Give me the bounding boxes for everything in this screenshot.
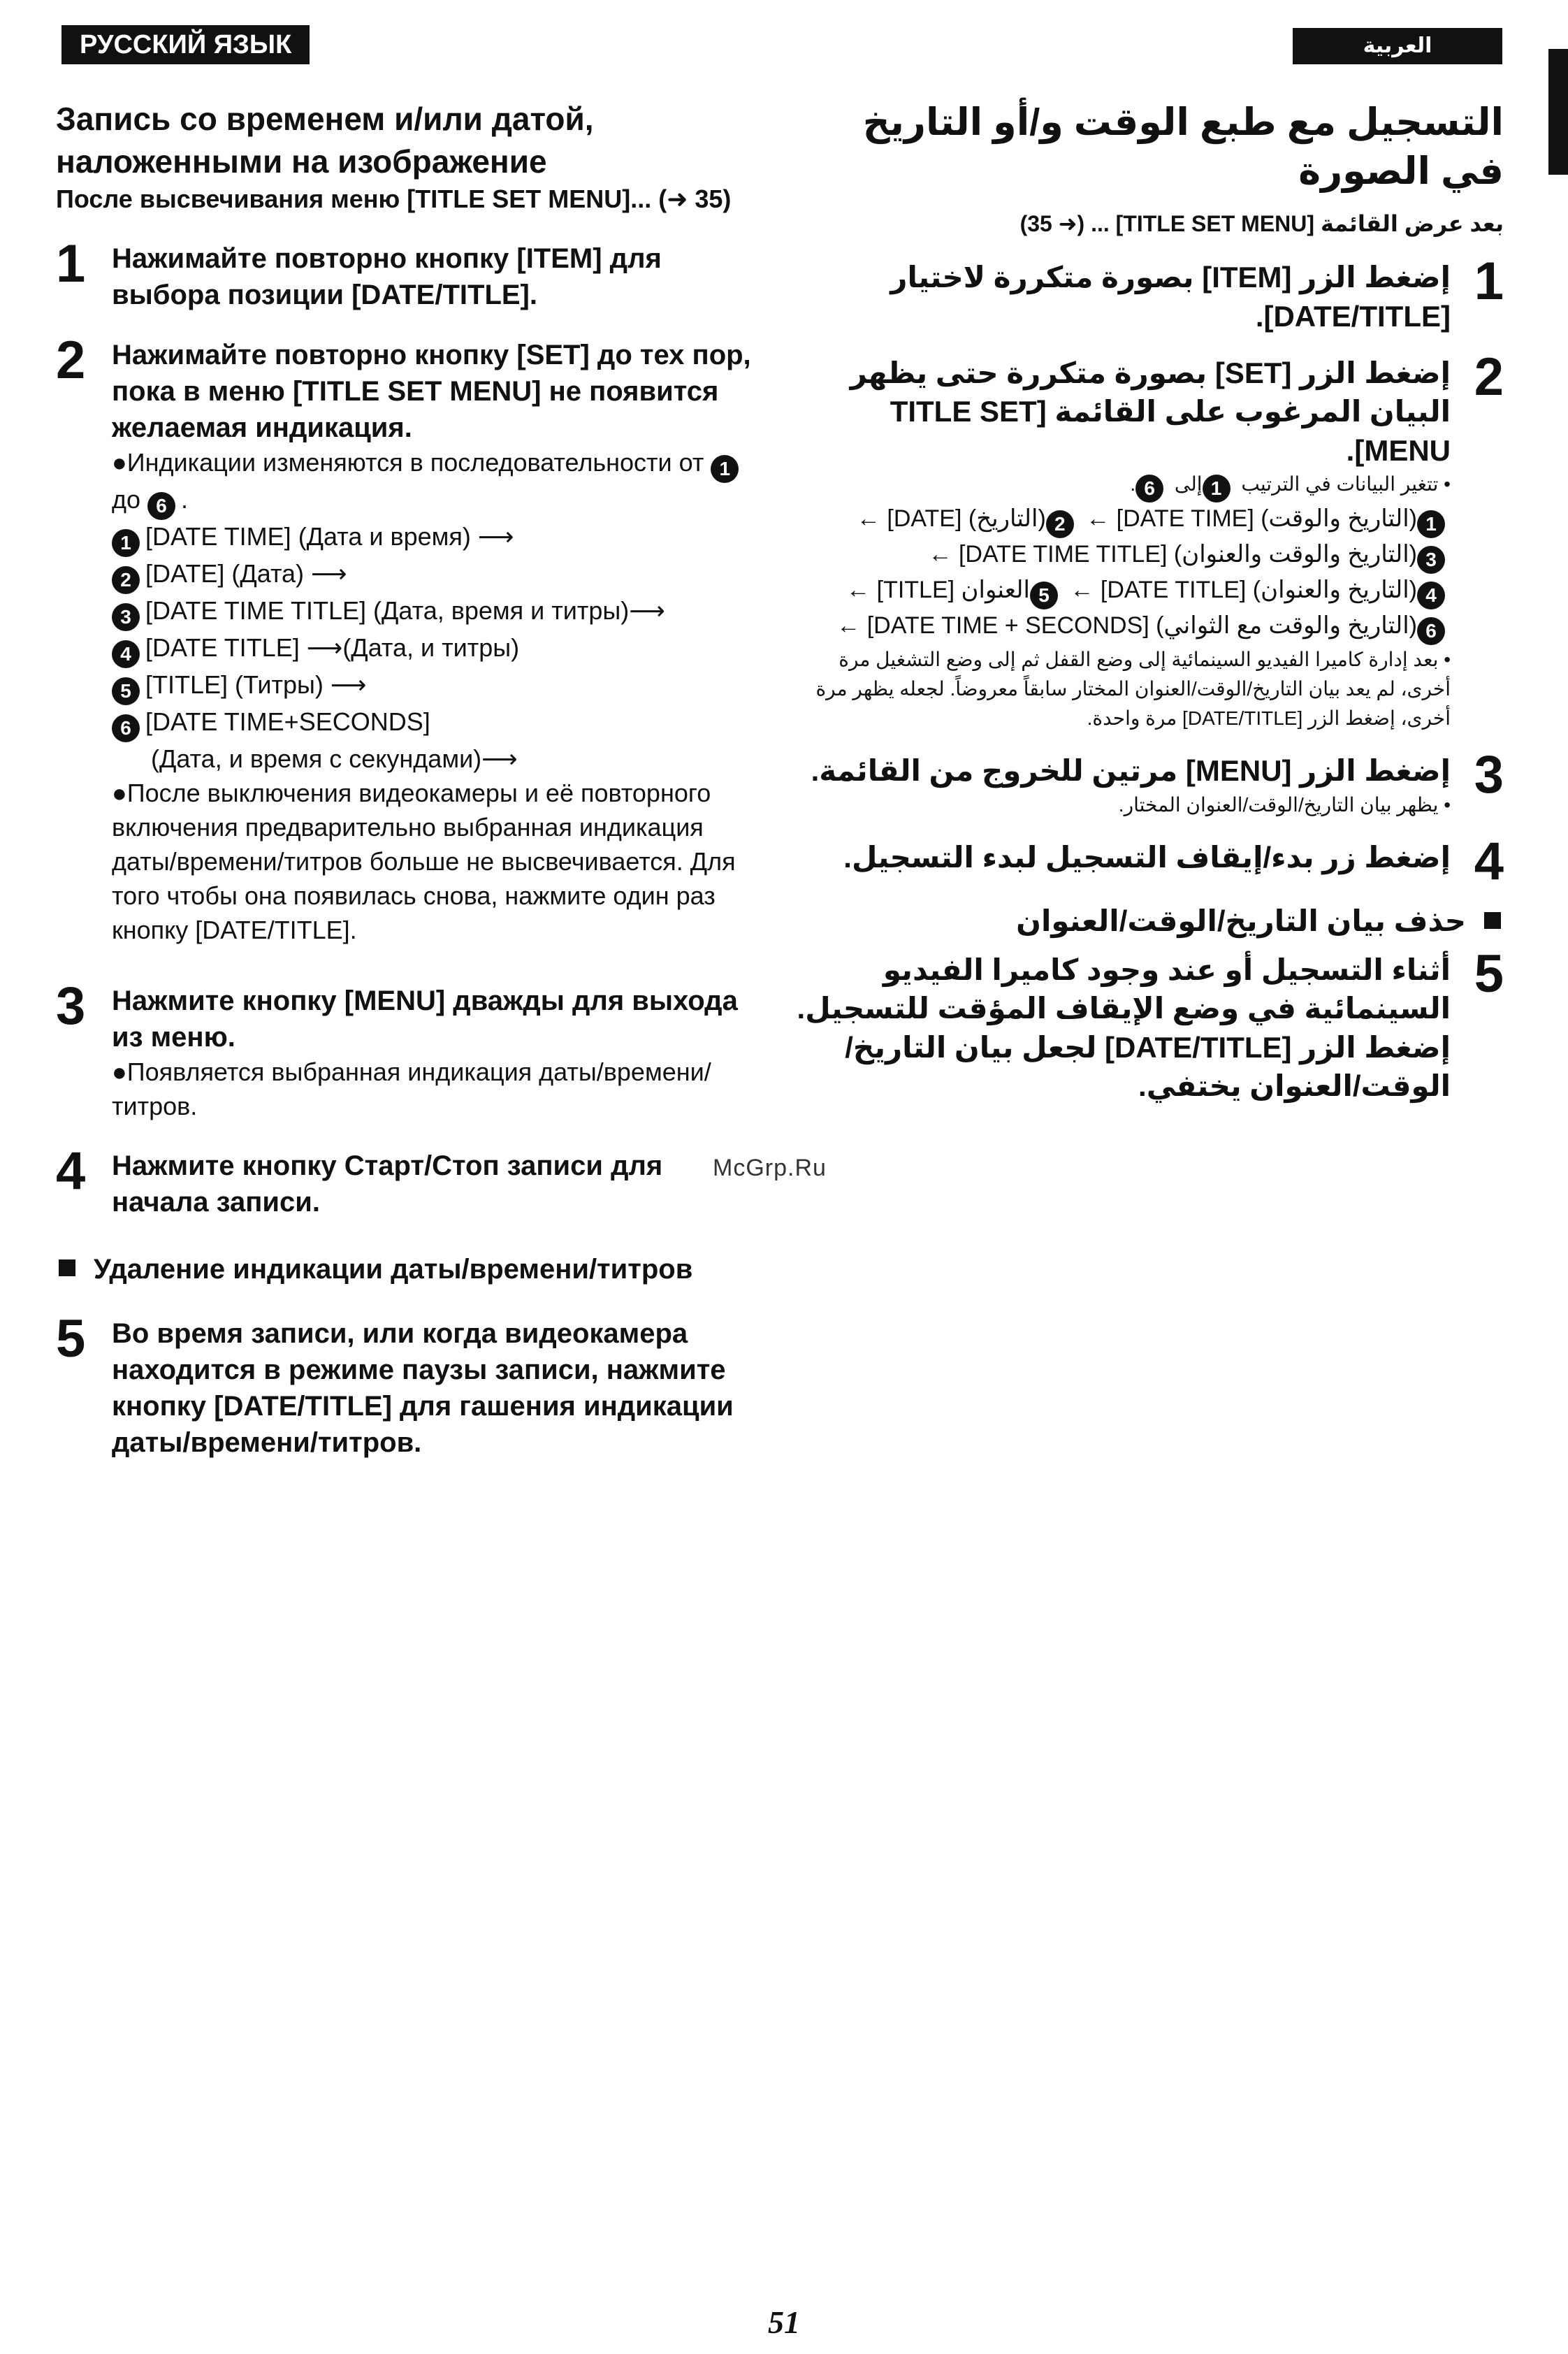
arabic-step-5 (791, 944, 1504, 1106)
step-number: 3 (56, 976, 86, 1037)
list-item: 4 [DATE TITLE] ⟶(Дата, и титры) (112, 631, 755, 668)
arabic-subtitle: بعد عرض القائمة [TITLE SET MENU] ... (➜ 35) (1019, 211, 1504, 237)
arabic-title: التسجيل مع طبع الوقت و/أو التاريخ في الصورة (862, 101, 1504, 193)
step-text: Нажимайте повторно кнопку [SET] до тех пор, пока в меню [TITLE SET MENU] не появится желаемая индикация. (112, 340, 751, 444)
step-text: إضغط زر بدء/إيقاف التسجيل لبدء التسجيل. (843, 840, 1451, 874)
russian-title: Запись со временем и/или датой, наложенными на изображение (56, 101, 594, 180)
language-tag-russian: РУССКИЙ ЯЗЫК (61, 25, 310, 64)
list-item: 6 [DATE TIME+SECONDS] (112, 705, 755, 742)
step-note: ●Появляется выбранная индикация даты/времени/титров. (112, 1057, 711, 1121)
step-text: إضغط الزر [MENU] مرتين للخروج من القائمة. (811, 754, 1451, 788)
circled-number-icon: 6 (1417, 617, 1445, 645)
step-text: Нажмите кнопку Старт/Стоп записи для начала записи. (112, 1150, 663, 1218)
circled-number-icon: 5 (112, 677, 140, 705)
circled-number-icon: 1 (112, 529, 140, 557)
circled-number-6-icon: 6 (1135, 475, 1163, 503)
step-note: • بعد إدارة كاميرا الفيديو السينمائية إلى وضع القفل ثم إلى وضع التشغيل مرة أخرى، لم يعد بيان التاريخ/الوقت/العنوان المختار سابقاً معروضاً. لجعله يظهر مرة أخرى، إضغط الزر [DATE/TITLE] مرة واحدة. (815, 649, 1451, 730)
russian-step-2 (56, 331, 755, 948)
step-note: ●После выключения видеокамеры и её повторного включения предварительно выбранная индикация даты/времени/титров больше не высвечивается. Для того чтобы она появилась снова, нажмите один раз кнопку [DATE/TITLE]. (112, 779, 736, 945)
step-text: إضغط الزر [ITEM] بصورة متكررة لاختيار [DATE/TITLE]. (890, 261, 1451, 333)
list-item: 1 [DATE TIME] (Дата и время) ⟶ (112, 520, 755, 557)
step-number: 1 (56, 234, 86, 294)
step-note: • يظهر بيان التاريخ/الوقت/العنوان المختار. (1118, 793, 1451, 816)
list-item: 6(التاريخ والوقت مع الثواني) [DATE TIME + SECONDS] ← (791, 609, 1451, 645)
step-text: Во время записи, или когда видеокамера находится в режиме паузы записи, нажмите кнопку [DATE/TITLE] для гашения индикации даты/времени/титров. (112, 1318, 734, 1459)
step-number: 2 (56, 331, 86, 391)
circled-number-1-icon: 1 (1203, 475, 1231, 503)
step-text: Нажмите кнопку [MENU] дважды для выхода из меню. (112, 985, 738, 1053)
square-bullet-icon (59, 1259, 75, 1276)
arabic-step-2 (791, 347, 1504, 733)
page-number: 51 (768, 2304, 800, 2340)
russian-subtitle: После высвечивания меню [TITLE SET MENU]... (➜ 35) (56, 185, 732, 214)
circled-number-icon: 4 (112, 640, 140, 668)
circled-number-icon: 4 (1417, 582, 1445, 609)
circled-number-6-icon: 6 (147, 492, 175, 520)
square-bullet-icon (1484, 912, 1501, 929)
russian-step-3 (56, 976, 755, 1124)
step-text: أثناء التسجيل أو عند وجود كاميرا الفيديو السينمائية في وضع الإيقاف المؤقت للتسجيل. إضغط الزر [DATE/TITLE] لجعل بيان التاريخ/الوقت/العنوان يختفي. (797, 953, 1451, 1103)
circled-number-icon: 2 (112, 566, 140, 594)
russian-section-heading: Удаление индикации даты/времени/титров (56, 1251, 755, 1287)
step-number: 2 (1474, 347, 1504, 407)
step-number: 3 (1474, 745, 1504, 805)
step-number: 1 (1474, 252, 1504, 312)
list-item-continuation: (Дата, и время с секундами)⟶ (151, 744, 518, 774)
russian-step-5 (56, 1309, 755, 1461)
circled-number-icon: 5 (1030, 582, 1058, 609)
list-item: 4(التاريخ والعنوان) [DATE TITLE] ← 5العنوان [TITLE] ← (791, 574, 1451, 609)
arabic-column (791, 98, 1504, 1106)
step-note: • تتغير البيانات في الترتيب 1إلى 6. (791, 470, 1451, 503)
circled-number-icon: 6 (112, 714, 140, 742)
circled-number-icon: 3 (1417, 546, 1445, 574)
list-item: 5 [TITLE] (Титры) ⟶ (112, 668, 755, 705)
watermark: McGrp.Ru (713, 1155, 827, 1181)
step-text: Нажимайте повторно кнопку [ITEM] для выбора позиции [DATE/TITLE]. (112, 243, 662, 311)
list-item: 3(التاريخ والوقت والعنوان) [DATE TIME TITLE] ← (791, 538, 1451, 574)
edge-marker (1548, 49, 1568, 175)
circled-number-icon: 1 (1417, 510, 1445, 538)
arabic-section-heading: حذف بيان التاريخ/الوقت/العنوان (791, 902, 1504, 941)
arabic-step-3 (791, 745, 1504, 819)
language-tag-arabic: العربية (1293, 28, 1502, 64)
step-number: 5 (56, 1309, 86, 1369)
step-number: 4 (1474, 831, 1504, 891)
step-number: 5 (1474, 944, 1504, 1004)
russian-step-1 (56, 234, 755, 313)
circled-number-1-icon: 1 (711, 455, 739, 483)
russian-step-4 (56, 1141, 755, 1220)
list-item: 1(التاريخ والوقت) [DATE TIME] ← 2(التاريخ) [DATE] ← (791, 503, 1451, 538)
list-item: 2 [DATE] (Дата) ⟶ (112, 557, 755, 594)
list-item: 3 [DATE TIME TITLE] (Дата, время и титры)⟶ (112, 594, 755, 631)
arabic-step-4 (791, 831, 1504, 891)
circled-number-icon: 3 (112, 603, 140, 631)
step-note: ●Индикации изменяются в последовательности от 1до 6 . (112, 446, 755, 520)
circled-number-icon: 2 (1046, 510, 1074, 538)
russian-column (56, 98, 755, 1461)
step-number: 4 (56, 1141, 86, 1201)
arabic-step-1 (791, 252, 1504, 335)
step-text: إضغط الزر [SET] بصورة متكررة حتى يظهر البيان المرغوب على القائمة [TITLE SET MENU]. (850, 356, 1451, 467)
